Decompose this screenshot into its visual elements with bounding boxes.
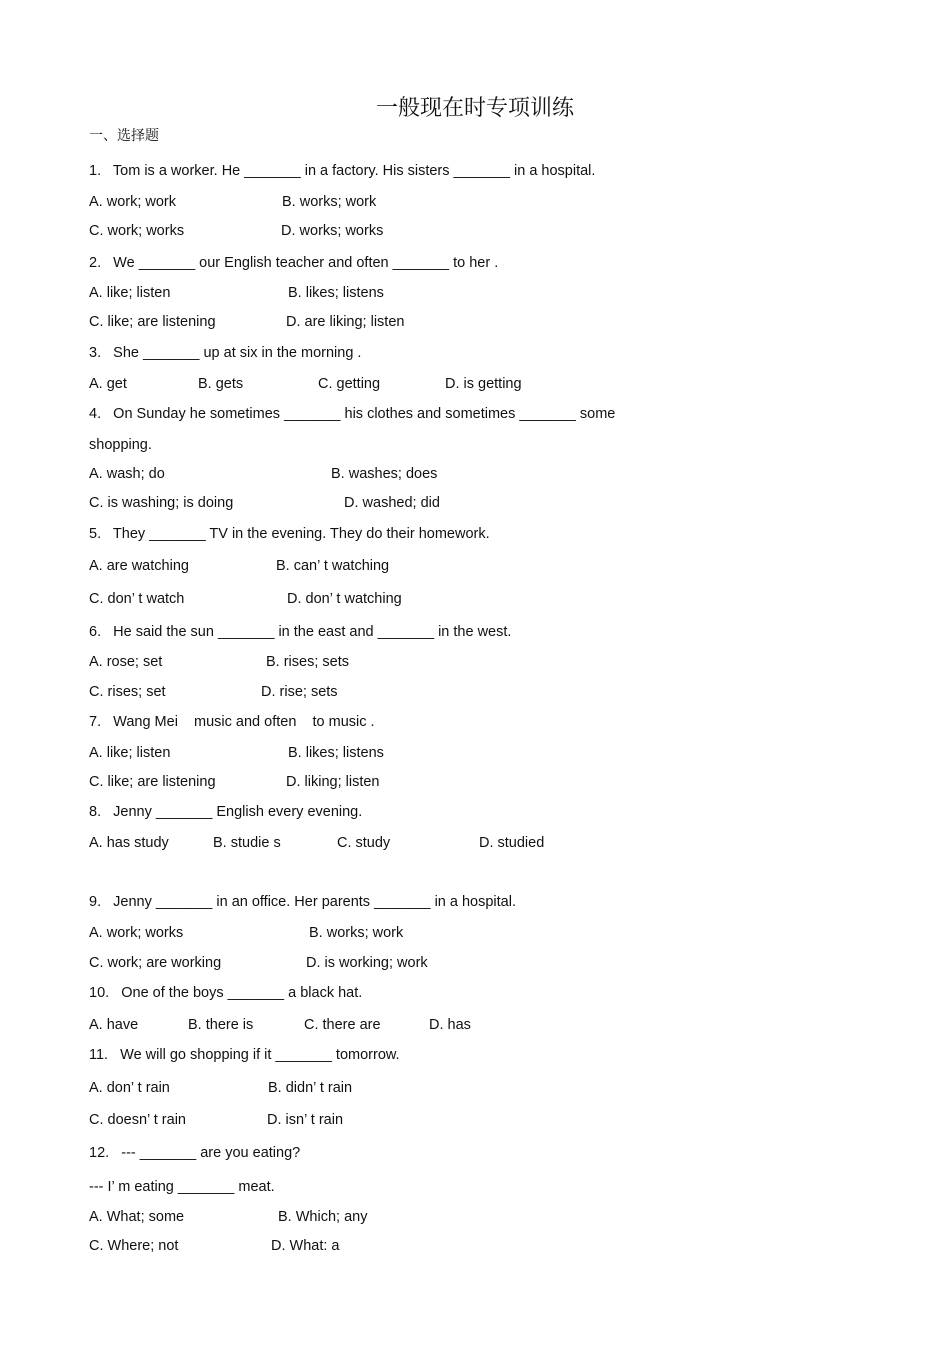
question-2-option-c: C. like; are listening	[89, 314, 216, 330]
question-12-option-b: B. Which; any	[278, 1209, 368, 1225]
question-7-option-d: D. liking; listen	[286, 774, 380, 790]
question-4-option-b: B. washes; does	[331, 466, 438, 482]
question-7-option-c: C. like; are listening	[89, 774, 216, 790]
question-1-option-a: A. work; work	[89, 194, 177, 210]
question-5-option-a: A. are watching	[89, 558, 189, 574]
question-8-stem: 8. Jenny _______ English every evening.	[89, 804, 363, 820]
question-5-option-c: C. don’ t watch	[89, 591, 185, 607]
question-4-stem: 4. On Sunday he sometimes _______ his clothes and sometimes _______ some	[89, 406, 616, 422]
question-6-option-b: B. rises; sets	[266, 654, 349, 670]
question-3-option-b: B. gets	[198, 376, 244, 392]
question-7-stem: 7. Wang Mei music and often to music .	[89, 714, 375, 730]
question-7-option-b: B. likes; listens	[288, 745, 384, 761]
question-1-option-b: B. works; work	[282, 194, 377, 210]
question-1-option-d: D. works; works	[281, 223, 384, 239]
question-7-option-a: A. like; listen	[89, 745, 171, 761]
question-6-stem: 6. He said the sun _______ in the east and _______ in the west.	[89, 624, 512, 640]
question-3-option-d: D. is getting	[445, 376, 522, 392]
question-1-option-c: C. work; works	[89, 223, 185, 239]
question-2-stem: 2. We _______ our English teacher and often _______ to her .	[89, 255, 499, 271]
question-2-option-a: A. like; listen	[89, 285, 171, 301]
question-9-stem: 9. Jenny _______ in an office. Her parents _______ in a hospital.	[89, 894, 516, 910]
question-12-stem-continued: --- I’ m eating _______ meat.	[89, 1179, 275, 1195]
question-4-option-d: D. washed; did	[344, 495, 440, 511]
question-11-option-c: C. doesn’ t rain	[89, 1112, 186, 1128]
question-11-option-a: A. don’ t rain	[89, 1080, 170, 1096]
question-9-option-d: D. is working; work	[306, 955, 428, 971]
question-11-stem: 11. We will go shopping if it _______ tomorrow.	[89, 1047, 400, 1063]
question-10-option-d: D. has	[429, 1017, 471, 1033]
question-10-option-c: C. there are	[304, 1017, 381, 1033]
question-12-option-d: D. What: a	[271, 1238, 340, 1254]
page-title: 一般现在时专项训练	[375, 96, 574, 121]
question-10-option-a: A. have	[89, 1017, 139, 1033]
question-3-stem: 3. She _______ up at six in the morning .	[89, 345, 362, 361]
question-2-option-b: B. likes; listens	[288, 285, 384, 301]
question-8-option-d: D. studied	[479, 835, 545, 851]
question-8-option-a: A. has study	[89, 835, 169, 851]
question-12-stem: 12. --- _______ are you eating?	[89, 1145, 301, 1161]
question-4-option-a: A. wash; do	[89, 466, 165, 482]
question-3-option-c: C. getting	[318, 376, 381, 392]
question-4-option-c: C. is washing; is doing	[89, 495, 234, 511]
question-4-stem-continued: shopping.	[89, 437, 152, 453]
question-9-option-c: C. work; are working	[89, 955, 222, 971]
question-2-option-d: D. are liking; listen	[286, 314, 405, 330]
question-10-stem: 10. One of the boys _______ a black hat.	[89, 985, 363, 1001]
question-9-option-b: B. works; work	[309, 925, 404, 941]
question-5-option-d: D. don’ t watching	[287, 591, 402, 607]
question-10-option-b: B. there is	[188, 1017, 254, 1033]
question-11-option-d: D. isn’ t rain	[267, 1112, 344, 1128]
question-12-option-a: A. What; some	[89, 1209, 185, 1225]
section-heading: 一、选择题	[89, 128, 159, 144]
question-11-option-b: B. didn’ t rain	[268, 1080, 353, 1096]
question-8-option-b: B. studie s	[213, 835, 281, 851]
question-12-option-c: C. Where; not	[89, 1238, 179, 1254]
question-9-option-a: A. work; works	[89, 925, 184, 941]
question-1-stem: 1. Tom is a worker. He _______ in a factory. His sisters _______ in a hospital.	[89, 163, 596, 179]
question-6-option-d: D. rise; sets	[261, 684, 338, 700]
question-6-option-c: C. rises; set	[89, 684, 166, 700]
question-5-option-b: B. can’ t watching	[276, 558, 390, 574]
question-8-option-c: C. study	[337, 835, 391, 851]
question-3-option-a: A. get	[89, 376, 127, 392]
question-5-stem: 5. They _______ TV in the evening. They do their homework.	[89, 526, 490, 542]
question-6-option-a: A. rose; set	[89, 654, 163, 670]
